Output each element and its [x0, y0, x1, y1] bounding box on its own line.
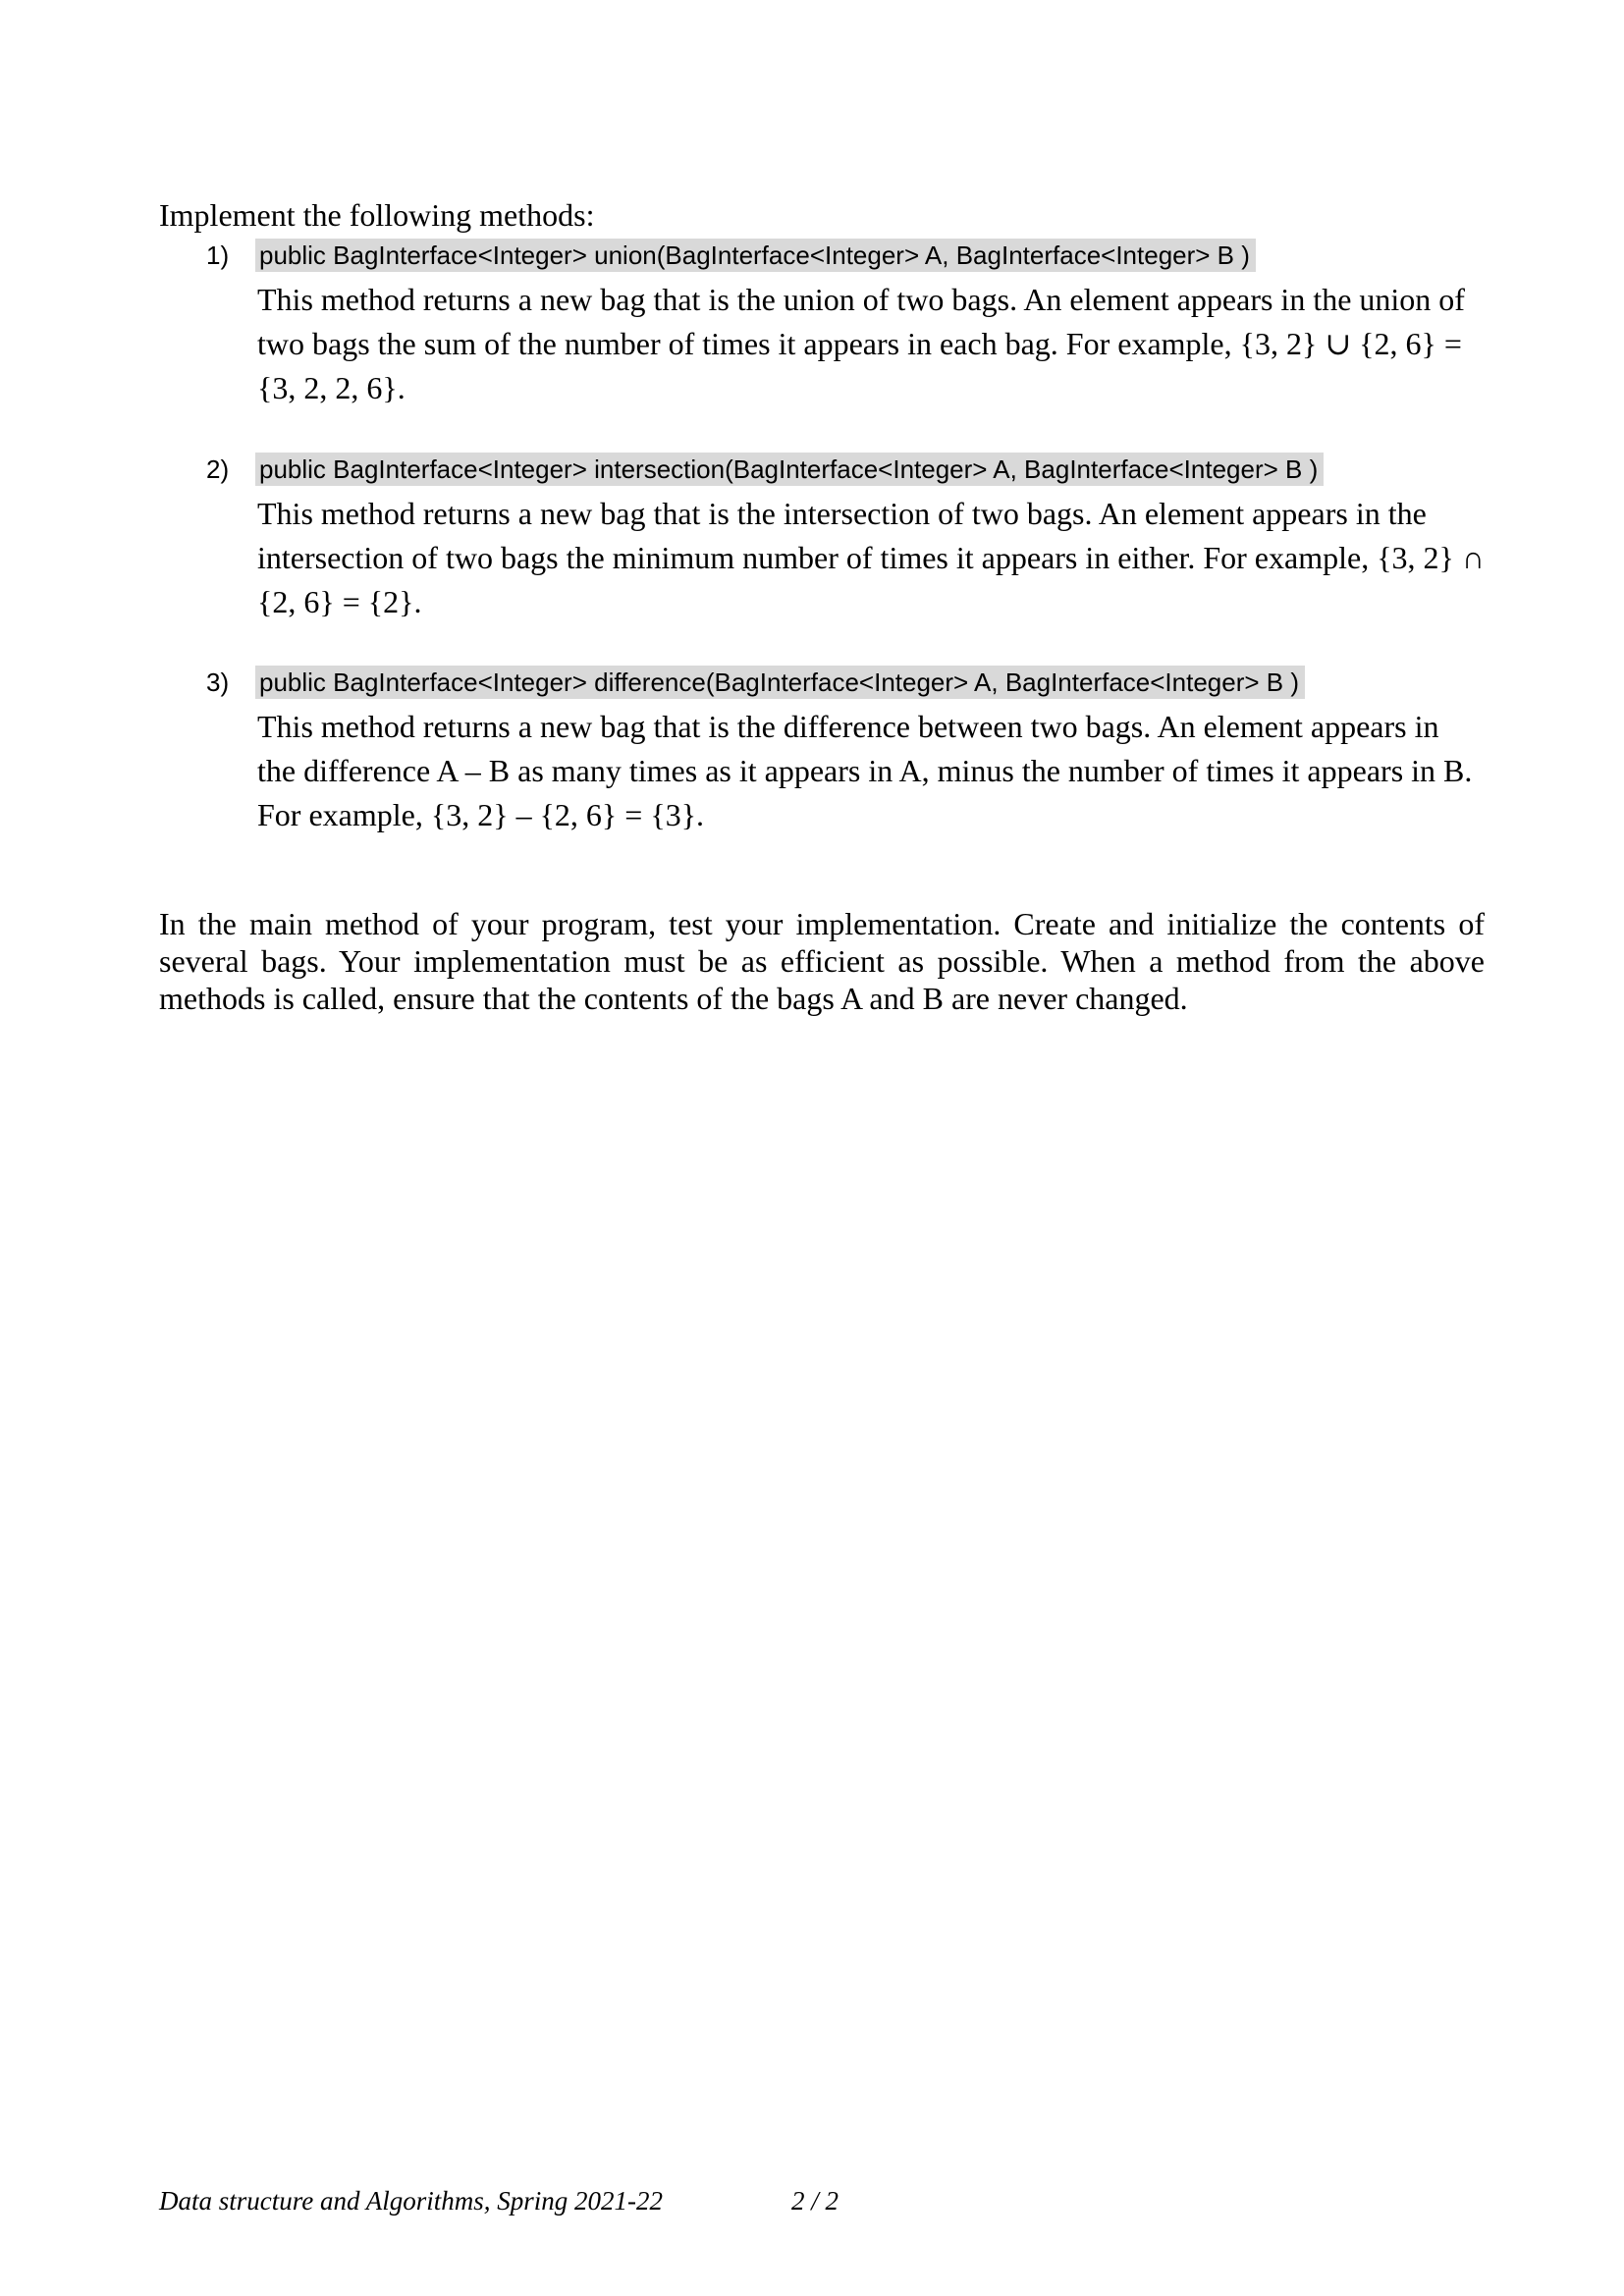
method-number: 2)	[206, 454, 230, 484]
method-signature-row	[159, 666, 1485, 701]
method-signature: public BagInterface<Integer> intersection(BagInterface<Integer> A, BagInterface<Integer> B )	[255, 453, 1324, 486]
footer-page-number: 2 / 2	[791, 2186, 839, 2216]
method-signature-row	[159, 239, 1485, 274]
method-signature: public BagInterface<Integer> difference(BagInterface<Integer> A, BagInterface<Integer> B )	[255, 666, 1305, 699]
method-number: 3)	[206, 667, 230, 697]
method-signature-row	[159, 453, 1485, 488]
method-description: This method returns a new bag that is the difference between two bags. An element appears in the difference A – B as many times as it appears in A, minus the number of times it appears in B. For example, {3, 2} – {2, 6} = {3}.	[257, 709, 1473, 832]
method-description: This method returns a new bag that is the union of two bags. An element appears in the union of two bags the sum of the number of times it appears in each bag. For example, {3, 2} ∪ {2, 6} = {3, 2, 2, 6}.	[257, 282, 1465, 405]
method-item-union	[159, 239, 1485, 410]
method-signature: public BagInterface<Integer> union(BagInterface<Integer> A, BagInterface<Integer> B )	[255, 239, 1256, 272]
method-number: 1)	[206, 240, 230, 270]
footer-course-title: Data structure and Algorithms, Spring 2021-22	[159, 2186, 664, 2216]
method-description: This method returns a new bag that is the intersection of two bags. An element appears in the intersection of two bags the minimum number of times it appears in either. For example, {3, 2} ∩ {2, 6} = {2}.	[257, 496, 1486, 619]
closing-paragraph: In the main method of your program, test your implementation. Create and initialize the contents of several bags. Your implementation must be as efficient as possible. When a method from the above methods is called, ensure that the contents of the bags A and B are never changed.	[159, 906, 1485, 1016]
method-item-intersection	[159, 453, 1485, 624]
method-item-difference	[159, 666, 1485, 837]
intro-text: Implement the following methods:	[159, 197, 595, 233]
